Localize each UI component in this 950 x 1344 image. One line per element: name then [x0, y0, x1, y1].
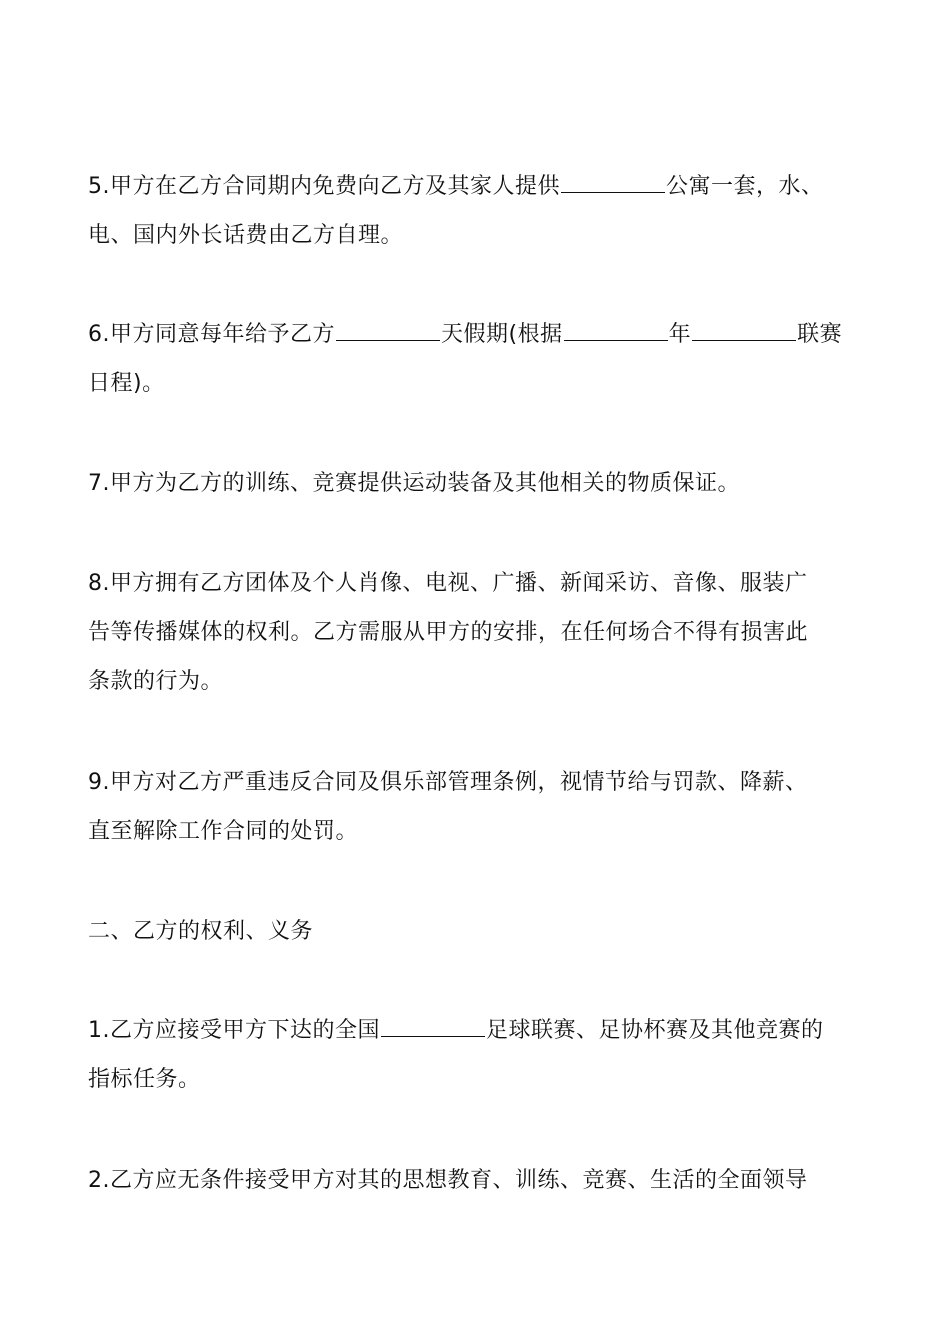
clause-5-line-2: 电、国内外长话费由乙方自理。: [88, 223, 404, 248]
clause-9-line-1: 9.甲方对乙方严重违反合同及俱乐部管理条例，视情节给与罚款、降薪、: [88, 770, 808, 795]
section-2-clause-1-text-a: 1.乙方应接受甲方下达的全国: [88, 1018, 380, 1043]
clause-6-text-d: 联赛: [797, 322, 843, 347]
clause-7-line-1: 7.甲方为乙方的训练、竞赛提供运动装备及其他相关的物质保证。: [88, 471, 740, 496]
fill-blank-league[interactable]: [692, 318, 796, 341]
fill-blank-apartment[interactable]: [561, 170, 665, 193]
section-2-heading: [88, 907, 868, 956]
clause-5-text-a: 5.甲方在乙方合同期内免费向乙方及其家人提供: [88, 174, 560, 199]
clause-5-text-b: 公寓一套，水、: [666, 174, 824, 199]
clause-6-text-c: 年: [668, 322, 692, 347]
clause-8-line-3: 条款的行为。: [88, 669, 224, 694]
clause-6-line-2: 日程)。: [88, 371, 165, 396]
clause-5-line-1: [88, 162, 868, 211]
clause-8: [88, 559, 868, 706]
clause-6-text-a: 6.甲方同意每年给予乙方: [88, 322, 335, 347]
section-2-clause-1: [88, 1006, 868, 1104]
clause-6-text-b: 天假期(根据: [441, 322, 563, 347]
section-2-clause-2-line-1: 2.乙方应无条件接受甲方对其的思想教育、训练、竞赛、生活的全面领导: [88, 1168, 808, 1193]
fill-blank-national[interactable]: [381, 1014, 485, 1037]
section-2-clause-2: [88, 1156, 868, 1205]
clause-9-line-2: 直至解除工作合同的处罚。: [88, 819, 359, 844]
clause-8-line-2: 告等传播媒体的权利。乙方需服从甲方的安排，在任何场合不得有损害此: [88, 620, 809, 645]
section-2-clause-1-text-b: 足球联赛、足协杯赛及其他竞赛的: [486, 1018, 824, 1043]
clause-9: [88, 758, 868, 856]
section-2-clause-1-line-1: [88, 1006, 868, 1055]
section-2-heading-text: 二、乙方的权利、义务: [88, 919, 314, 944]
fill-blank-days[interactable]: [336, 318, 440, 341]
fill-blank-year[interactable]: [564, 318, 668, 341]
clause-6: [88, 310, 868, 408]
clause-5: [88, 162, 868, 260]
clause-8-line-1: 8.甲方拥有乙方团体及个人肖像、电视、广播、新闻采访、音像、服装广: [88, 571, 808, 596]
clause-6-line-1: [88, 310, 868, 359]
clause-7: [88, 459, 868, 508]
section-2-clause-1-line-2: 指标任务。: [88, 1067, 201, 1092]
